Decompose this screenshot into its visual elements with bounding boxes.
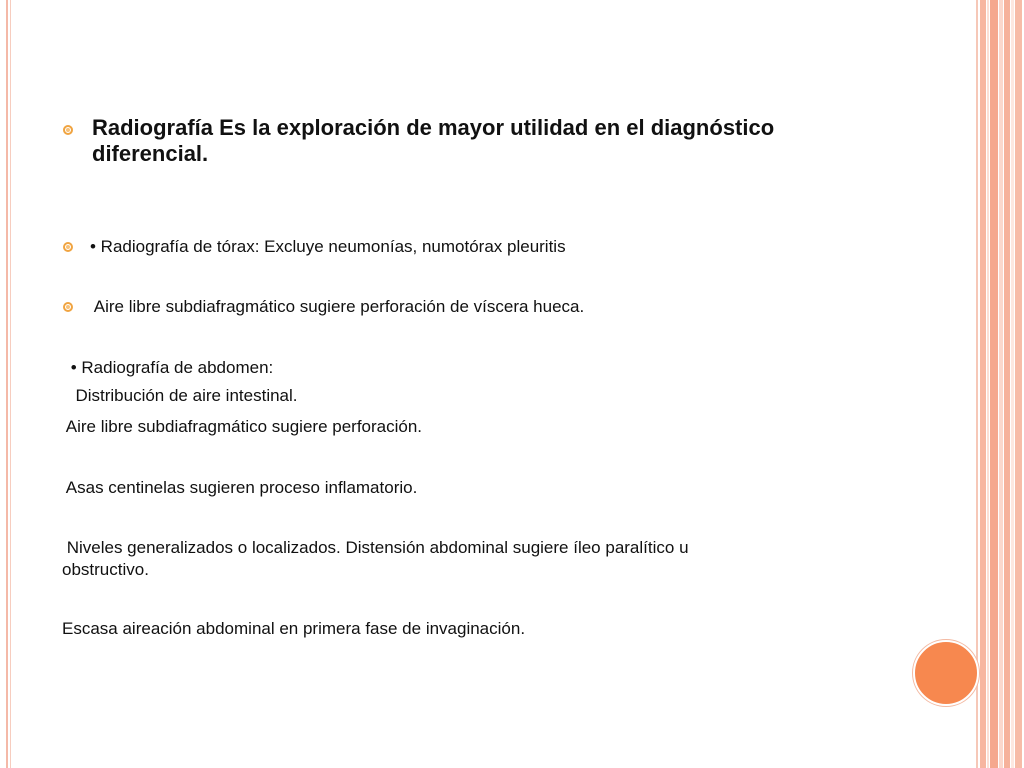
right-stripe: [1004, 0, 1010, 768]
body-line: Distribución de aire intestinal.: [66, 386, 298, 405]
left-border-line-inner: [10, 0, 11, 768]
bullet-circle-icon: [63, 302, 73, 312]
bullet-text-thorax: • Radiografía de tórax: Excluye neumonías, numotórax pleuritis: [90, 237, 566, 256]
body-line: • Radiografía de abdomen:: [66, 358, 274, 377]
right-stripe: [999, 0, 1003, 768]
slide-heading: Radiografía Es la exploración de mayor utilidad en el diagnóstico diferencial.: [92, 115, 775, 166]
body-line: obstructivo.: [62, 560, 149, 579]
body-line: Escasa aireación abdominal en primera fase de invaginación.: [62, 619, 526, 638]
right-stripe: [1011, 0, 1014, 768]
right-stripe: [990, 0, 998, 768]
left-border-line: [6, 0, 8, 768]
bullet-circle-icon: [63, 242, 73, 252]
right-stripe: [987, 0, 989, 768]
right-stripe: [976, 0, 978, 768]
bullet-circle-icon: [63, 125, 73, 135]
decorative-circle: [913, 640, 979, 706]
right-stripe: [980, 0, 986, 768]
body-line: Asas centinelas sugieren proceso inflamatorio.: [62, 478, 418, 497]
body-line: Aire libre subdiafragmático sugiere perforación.: [62, 417, 423, 436]
right-stripe: [1015, 0, 1022, 768]
bullet-text-free-air: Aire libre subdiafragmático sugiere perforación de víscera hueca.: [90, 297, 585, 316]
body-line: Niveles generalizados o localizados. Distensión abdominal sugiere íleo paralítico u: [62, 538, 689, 557]
